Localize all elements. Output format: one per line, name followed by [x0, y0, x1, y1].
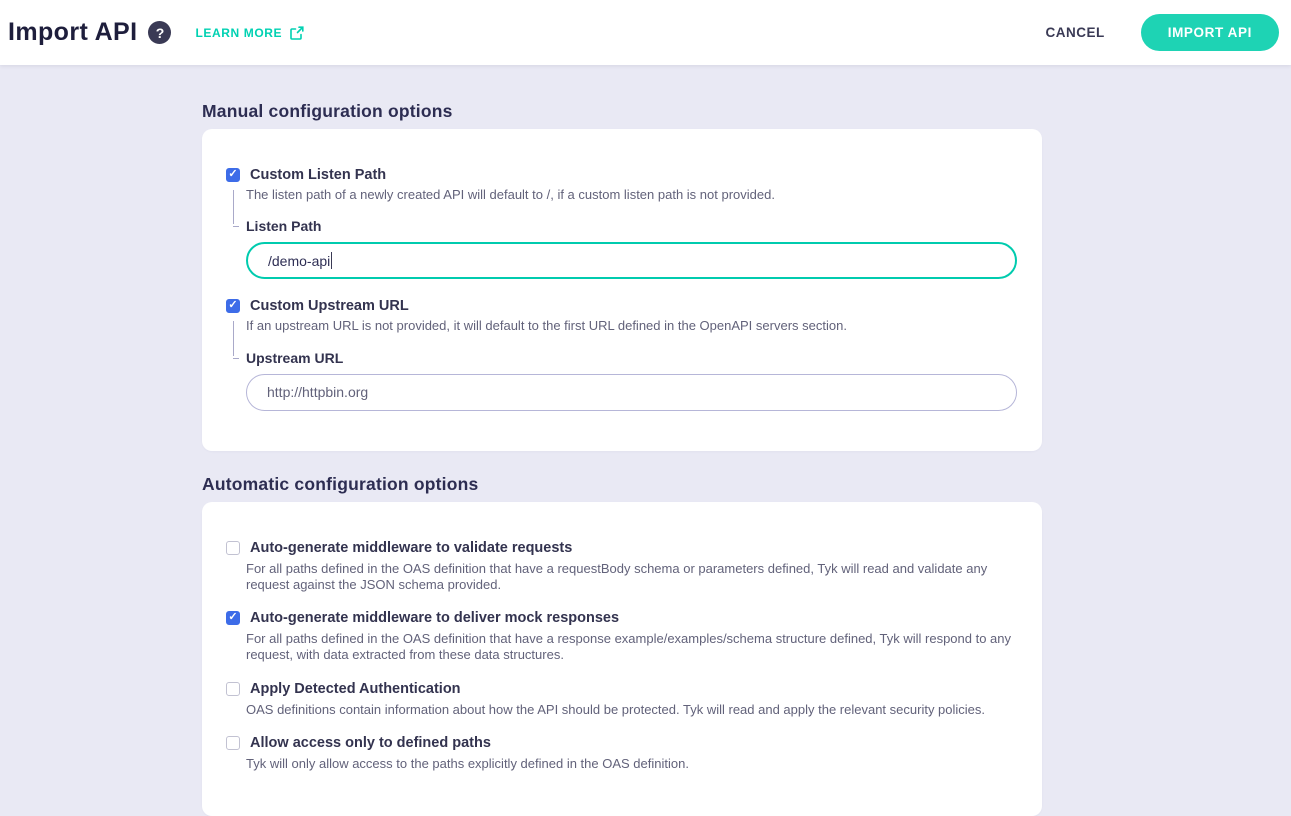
custom-upstream-url-row	[226, 298, 1018, 314]
validate-requests-label: Auto-generate middleware to validate requests	[250, 540, 572, 556]
learn-more-link[interactable]	[195, 26, 304, 40]
listen-path-description: The listen path of a newly created API will default to /, if a custom listen path is not provided.	[246, 187, 1018, 203]
text-caret	[331, 252, 332, 269]
custom-upstream-url-checkbox[interactable]	[226, 299, 240, 313]
apply-authentication-description: OAS definitions contain information about how the API should be protected. Tyk will read and apply the relevant security policies.	[246, 702, 1014, 718]
manual-section-heading: Manual configuration options	[202, 101, 1042, 122]
apply-authentication-label: Apply Detected Authentication	[250, 681, 461, 697]
custom-listen-path-checkbox[interactable]	[226, 168, 240, 182]
validate-requests-checkbox[interactable]	[226, 541, 240, 555]
listen-path-value: /demo-api	[268, 253, 330, 269]
mock-responses-label: Auto-generate middleware to deliver mock responses	[250, 610, 619, 626]
option-mock-responses	[226, 610, 1018, 664]
custom-upstream-url-group	[226, 298, 1018, 410]
upstream-url-placeholder: http://httpbin.org	[267, 384, 368, 400]
learn-more-label: LEARN MORE	[195, 26, 282, 40]
option-apply-authentication	[226, 681, 1018, 718]
cancel-button[interactable]: CANCEL	[1045, 25, 1104, 40]
custom-listen-path-group	[226, 167, 1018, 279]
page-title: Import API	[8, 18, 137, 47]
manual-config-card	[202, 129, 1042, 451]
header-bar	[0, 0, 1291, 65]
upstream-url-tree	[233, 318, 1018, 365]
listen-path-field-label: Listen Path	[246, 218, 1018, 234]
custom-upstream-url-label: Custom Upstream URL	[250, 298, 409, 314]
defined-paths-only-label: Allow access only to defined paths	[250, 735, 491, 751]
mock-responses-description: For all paths defined in the OAS definition that have a response example/examples/schema structure defined, Tyk will respond to any request, with data extracted from these data structures.	[246, 631, 1014, 664]
option-validate-requests	[226, 540, 1018, 594]
check-icon: ✓	[228, 300, 237, 311]
defined-paths-only-checkbox[interactable]	[226, 736, 240, 750]
listen-path-input[interactable]	[246, 242, 1017, 279]
automatic-section-heading: Automatic configuration options	[202, 474, 1042, 495]
apply-authentication-checkbox[interactable]	[226, 682, 240, 696]
validate-requests-description: For all paths defined in the OAS definition that have a requestBody schema or parameters defined, Tyk will read and validate any request against the JSON schema provided.	[246, 561, 1014, 594]
option-defined-paths-only	[226, 735, 1018, 772]
check-icon: ✓	[228, 169, 237, 180]
import-api-button[interactable]: IMPORT API	[1141, 14, 1279, 51]
defined-paths-only-description: Tyk will only allow access to the paths explicitly defined in the OAS definition.	[246, 756, 1014, 772]
custom-listen-path-row	[226, 167, 1018, 183]
help-icon[interactable]: ?	[148, 21, 171, 44]
listen-path-tree	[233, 187, 1018, 234]
automatic-config-card	[202, 502, 1042, 816]
upstream-url-description: If an upstream URL is not provided, it will default to the first URL defined in the OpenAPI servers section.	[246, 318, 1018, 334]
upstream-url-field-label: Upstream URL	[246, 350, 1018, 366]
upstream-url-input[interactable]	[246, 374, 1017, 411]
custom-listen-path-label: Custom Listen Path	[250, 167, 386, 183]
external-link-icon	[290, 26, 304, 40]
main-content	[202, 65, 1042, 816]
mock-responses-checkbox[interactable]	[226, 611, 240, 625]
check-icon: ✓	[228, 612, 237, 623]
